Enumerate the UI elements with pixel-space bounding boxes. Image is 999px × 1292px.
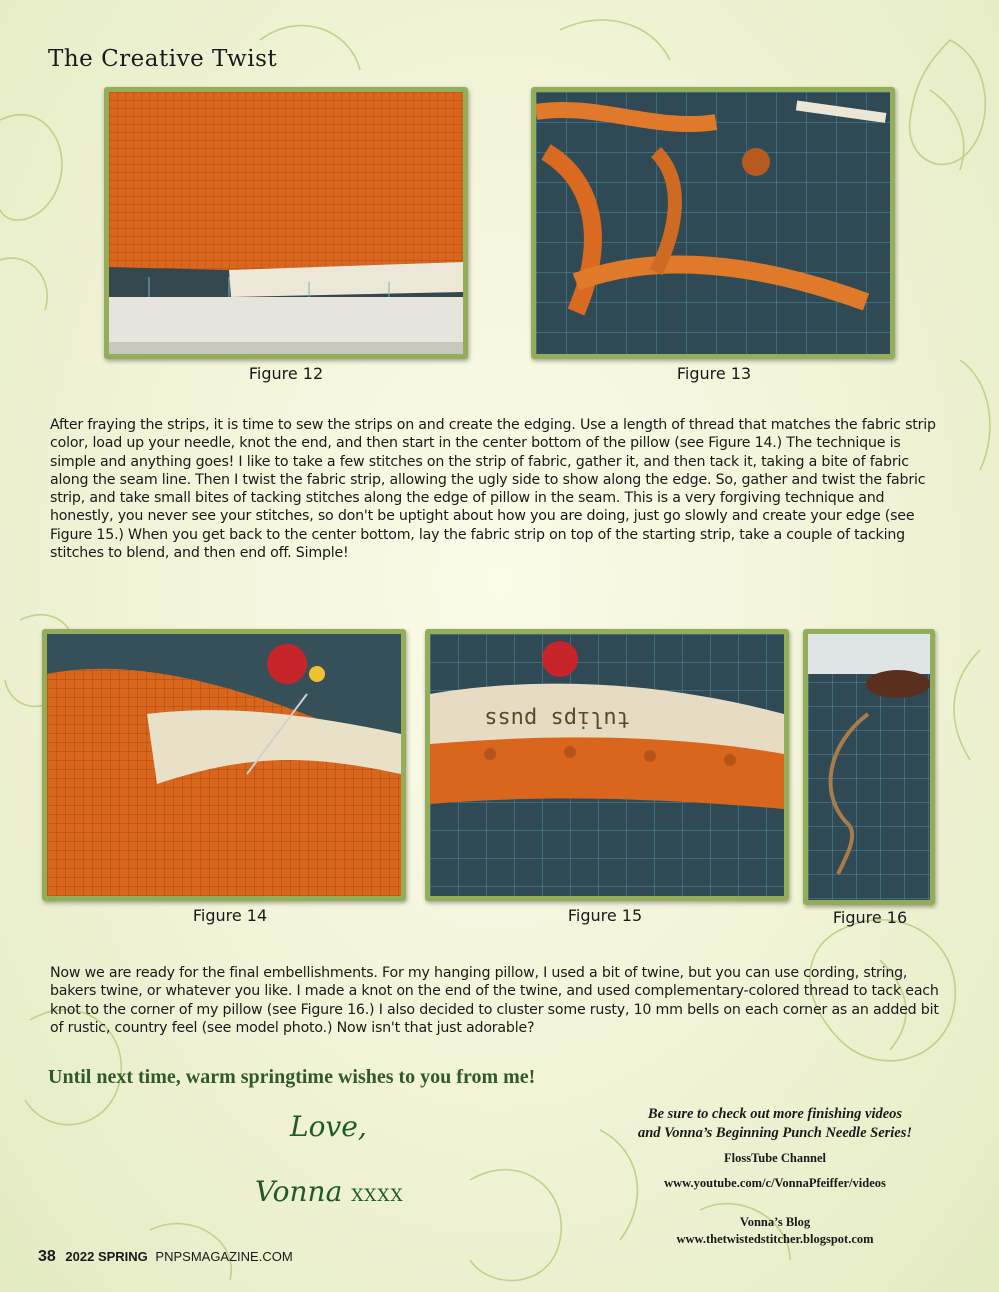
signature bbox=[255, 1175, 404, 1208]
figure-15-photo bbox=[425, 629, 789, 901]
body-paragraph-2: Now we are ready for the final embellishments. For my hanging pillow, I used a bit of twine, but you can use cording, string, bakers twine, or whatever you like. I made a knot on the end of the twine, and used complementary-colored thread to tack each knot to the corner of my pillow (see Figure 16.) I also decided to cluster some rusty, 10 mm bells on each corner as an added bit of rustic, country feel (see model photo.) Now isn't that just adorable? bbox=[50, 965, 939, 1036]
figure-16-caption: Figure 16 bbox=[832, 908, 908, 927]
figure-16-photo bbox=[803, 629, 935, 905]
section-title: The Creative Twist bbox=[48, 46, 278, 72]
figure-12-caption: Figure 12 bbox=[248, 364, 324, 383]
closing-line: Until next time, warm springtime wishes to you from me! bbox=[48, 1066, 536, 1088]
promo-line-2: and Vonna’s Beginning Punch Needle Series! bbox=[637, 1125, 913, 1141]
flosstube-label: FlossTube Channel bbox=[723, 1151, 826, 1165]
love-signoff: Love, bbox=[290, 1110, 367, 1143]
figure-12-photo bbox=[104, 87, 468, 359]
figure-14-photo bbox=[42, 629, 406, 901]
promo-line-1: Be sure to check out more finishing videos bbox=[647, 1106, 903, 1122]
magazine-site: PNPSMAGAZINE.COM bbox=[155, 1249, 293, 1264]
body-paragraph-1: After fraying the strips, it is time to sew the strips on and create the edging. Use a length of thread that matches the fabric strip color, load up your needle, knot the end, and then start in the center bottom of the pillow (see Figure 14.) The technique is simple and anything goes! I like to take a few stitches on the strip of fabric, gather it, and then tack it, taking a bite of fabric along the seam line. Then I twist the fabric strip, allowing the ugly side to show along the edge. So, gather and twist the fabric strip, and take small bites of tacking stitches along the edge of pillow in the seam. This is a very forgiving technique and honestly, you never see your stitches, so don't be uptight about how you are doing, just go slowly and create your edge (see Figure 15.) When you get back to the center bottom, lay the fabric strip on top of the starting strip, take a couple of tacking stitches to blend, and then end off. Simple! bbox=[50, 417, 936, 562]
signature-kisses: XXXX bbox=[351, 1186, 404, 1206]
figure-13-photo bbox=[531, 87, 895, 359]
signature-name: Vonna bbox=[255, 1175, 343, 1208]
figure-15-stitched-text: tulips puss bbox=[484, 706, 630, 731]
flosstube-link[interactable]: www.youtube.com/c/VonnaPfeiffer/videos bbox=[664, 1176, 886, 1190]
promo-block bbox=[560, 1105, 990, 1247]
page-footer bbox=[38, 1248, 293, 1266]
blog-link[interactable]: www.thetwistedstitcher.blogspot.com bbox=[676, 1232, 874, 1246]
figure-15-caption: Figure 15 bbox=[567, 906, 643, 925]
figure-14-caption: Figure 14 bbox=[192, 906, 268, 925]
issue-label: 2022 SPRING bbox=[65, 1249, 148, 1264]
blog-label: Vonna’s Blog bbox=[739, 1215, 811, 1229]
figure-13-caption: Figure 13 bbox=[676, 364, 752, 383]
page-number: 38 bbox=[38, 1248, 56, 1265]
